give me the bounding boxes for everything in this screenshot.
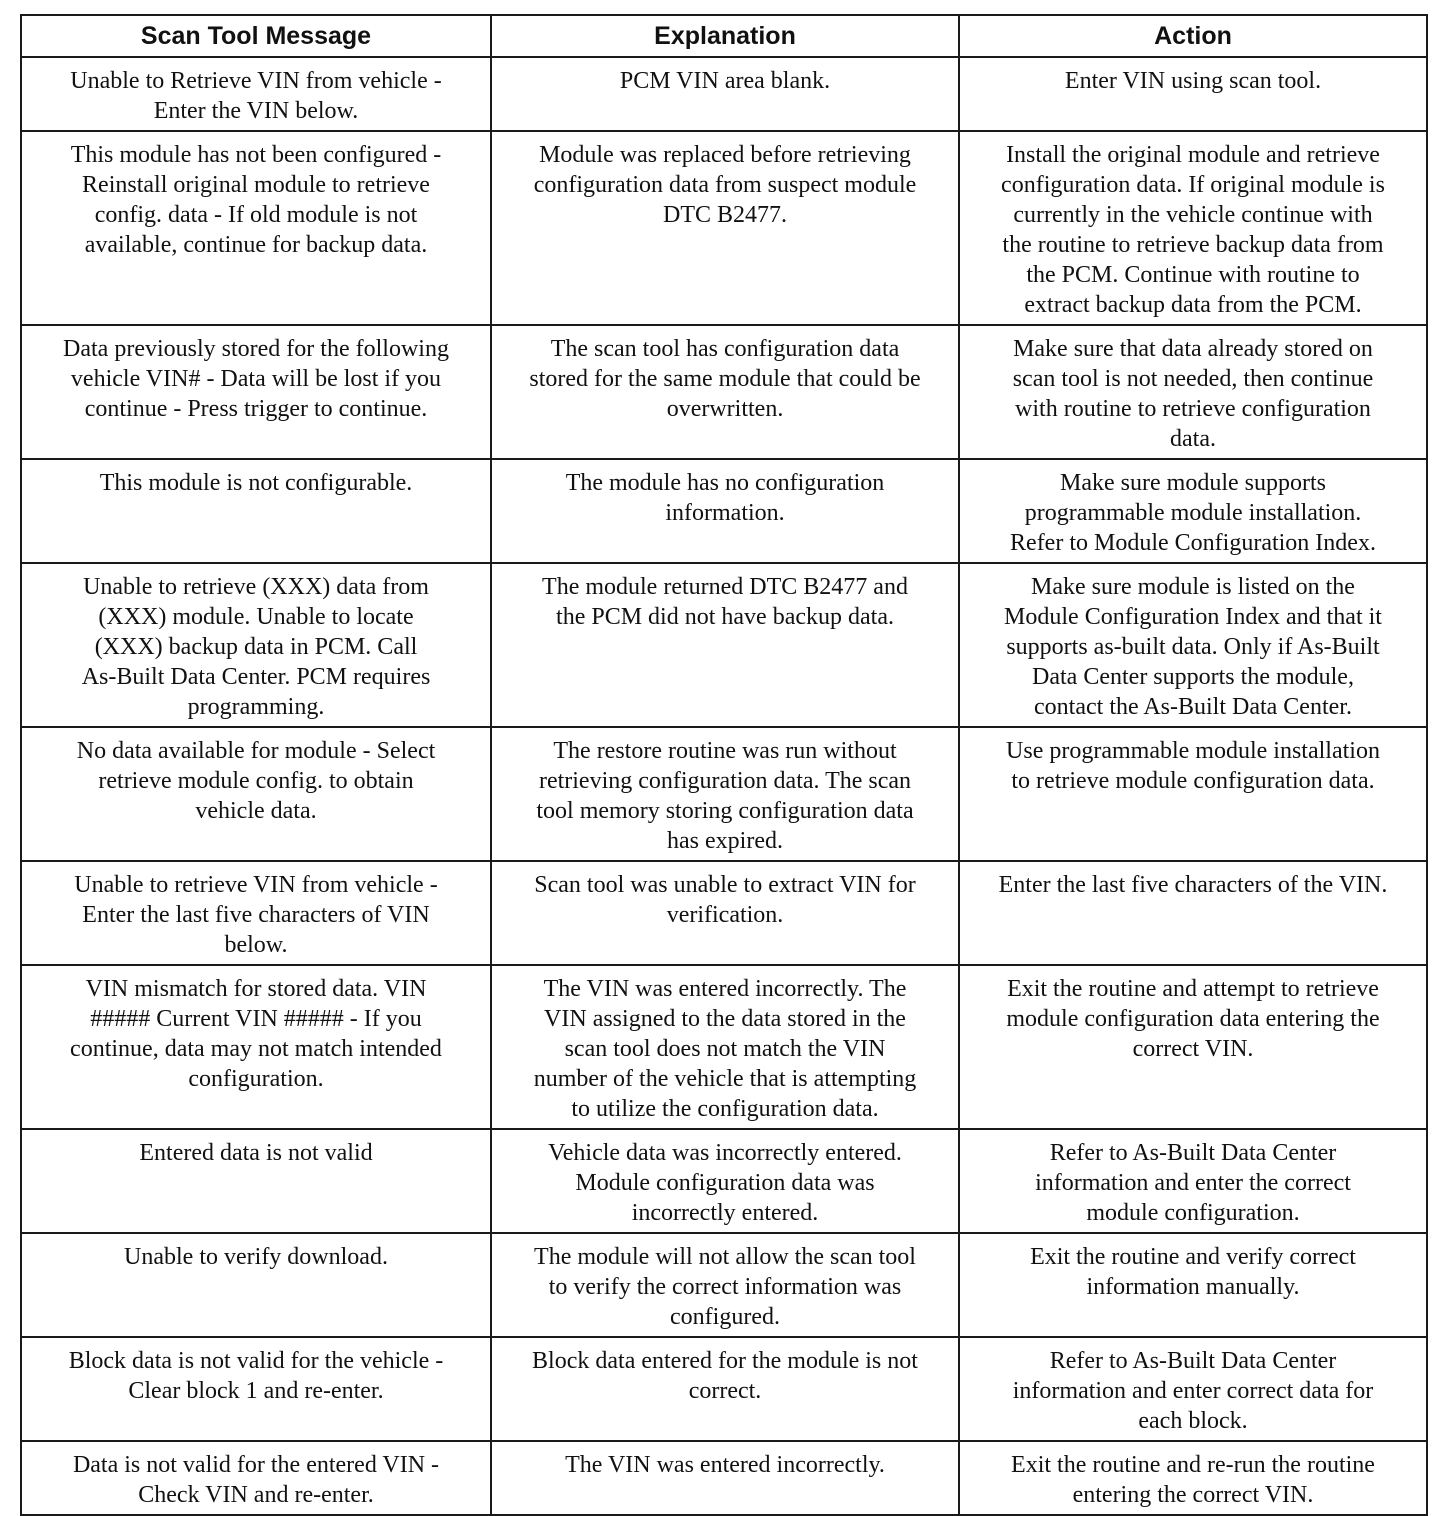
action-cell: Exit the routine and re-run the routine entering the correct VIN. [959, 1441, 1427, 1515]
action-cell: Make sure module supports programmable module installation. Refer to Module Configuration Index. [959, 459, 1427, 563]
action-cell: Install the original module and retrieve configuration data. If original module is currently in the vehicle continue with the routine to retrieve backup data from the PCM. Continue with routine to extract backup data from the PCM. [959, 131, 1427, 325]
message-cell: Unable to Retrieve VIN from vehicle - Enter the VIN below. [21, 57, 491, 131]
message-cell: VIN mismatch for stored data. VIN ##### Current VIN ##### - If you continue, data may not match intended configuration. [21, 965, 491, 1129]
message-cell: This module has not been configured - Reinstall original module to retrieve config. data - If old module is not available, continue for backup data. [21, 131, 491, 325]
action-cell: Enter the last five characters of the VIN. [959, 861, 1427, 965]
table-row [21, 1129, 1427, 1233]
explanation-cell: Scan tool was unable to extract VIN for verification. [491, 861, 959, 965]
explanation-cell: The scan tool has configuration data stored for the same module that could be overwritten. [491, 325, 959, 459]
explanation-cell: The VIN was entered incorrectly. The VIN assigned to the data stored in the scan tool does not match the VIN number of the vehicle that is attempting to utilize the configuration data. [491, 965, 959, 1129]
table-row [21, 131, 1427, 325]
table-row [21, 1441, 1427, 1515]
action-cell: Enter VIN using scan tool. [959, 57, 1427, 131]
message-cell: Data previously stored for the following vehicle VIN# - Data will be lost if you continue - Press trigger to continue. [21, 325, 491, 459]
explanation-cell: Block data entered for the module is not correct. [491, 1337, 959, 1441]
table-row [21, 325, 1427, 459]
action-cell: Exit the routine and verify correct information manually. [959, 1233, 1427, 1337]
action-cell: Use programmable module installation to retrieve module configuration data. [959, 727, 1427, 861]
table-row [21, 965, 1427, 1129]
explanation-cell: The module has no configuration information. [491, 459, 959, 563]
action-cell: Exit the routine and attempt to retrieve module configuration data entering the correct VIN. [959, 965, 1427, 1129]
table-row [21, 727, 1427, 861]
message-cell: Unable to verify download. [21, 1233, 491, 1337]
table-row [21, 563, 1427, 727]
message-cell: Unable to retrieve (XXX) data from (XXX) module. Unable to locate (XXX) backup data in PCM. Call As-Built Data Center. PCM requires programming. [21, 563, 491, 727]
explanation-cell: The module returned DTC B2477 and the PCM did not have backup data. [491, 563, 959, 727]
scan-tool-message-table [20, 14, 1428, 1516]
explanation-cell: The module will not allow the scan tool to verify the correct information was configured. [491, 1233, 959, 1337]
explanation-cell: Module was replaced before retrieving configuration data from suspect module DTC B2477. [491, 131, 959, 325]
message-cell: Unable to retrieve VIN from vehicle - Enter the last five characters of VIN below. [21, 861, 491, 965]
explanation-cell: The restore routine was run without retrieving configuration data. The scan tool memory storing configuration data has expired. [491, 727, 959, 861]
table-row [21, 1233, 1427, 1337]
message-cell: Entered data is not valid [21, 1129, 491, 1233]
table-row [21, 1337, 1427, 1441]
explanation-cell: PCM VIN area blank. [491, 57, 959, 131]
explanation-cell: The VIN was entered incorrectly. [491, 1441, 959, 1515]
message-cell: Data is not valid for the entered VIN - Check VIN and re-enter. [21, 1441, 491, 1515]
action-cell: Make sure module is listed on the Module Configuration Index and that it supports as-built data. Only if As-Built Data Center supports the module, contact the As-Built Data Center. [959, 563, 1427, 727]
action-cell: Refer to As-Built Data Center information and enter correct data for each block. [959, 1337, 1427, 1441]
table-row [21, 57, 1427, 131]
table-row [21, 861, 1427, 965]
message-cell: Block data is not valid for the vehicle - Clear block 1 and re-enter. [21, 1337, 491, 1441]
explanation-cell: Vehicle data was incorrectly entered. Module configuration data was incorrectly entered. [491, 1129, 959, 1233]
table-row [21, 459, 1427, 563]
action-cell: Refer to As-Built Data Center information and enter the correct module configuration. [959, 1129, 1427, 1233]
table-header-row [21, 15, 1427, 57]
action-cell: Make sure that data already stored on scan tool is not needed, then continue with routine to retrieve configuration data. [959, 325, 1427, 459]
header-scan-tool-message: Scan Tool Message [21, 15, 491, 57]
header-explanation: Explanation [491, 15, 959, 57]
message-cell: This module is not configurable. [21, 459, 491, 563]
header-action: Action [959, 15, 1427, 57]
message-cell: No data available for module - Select retrieve module config. to obtain vehicle data. [21, 727, 491, 861]
